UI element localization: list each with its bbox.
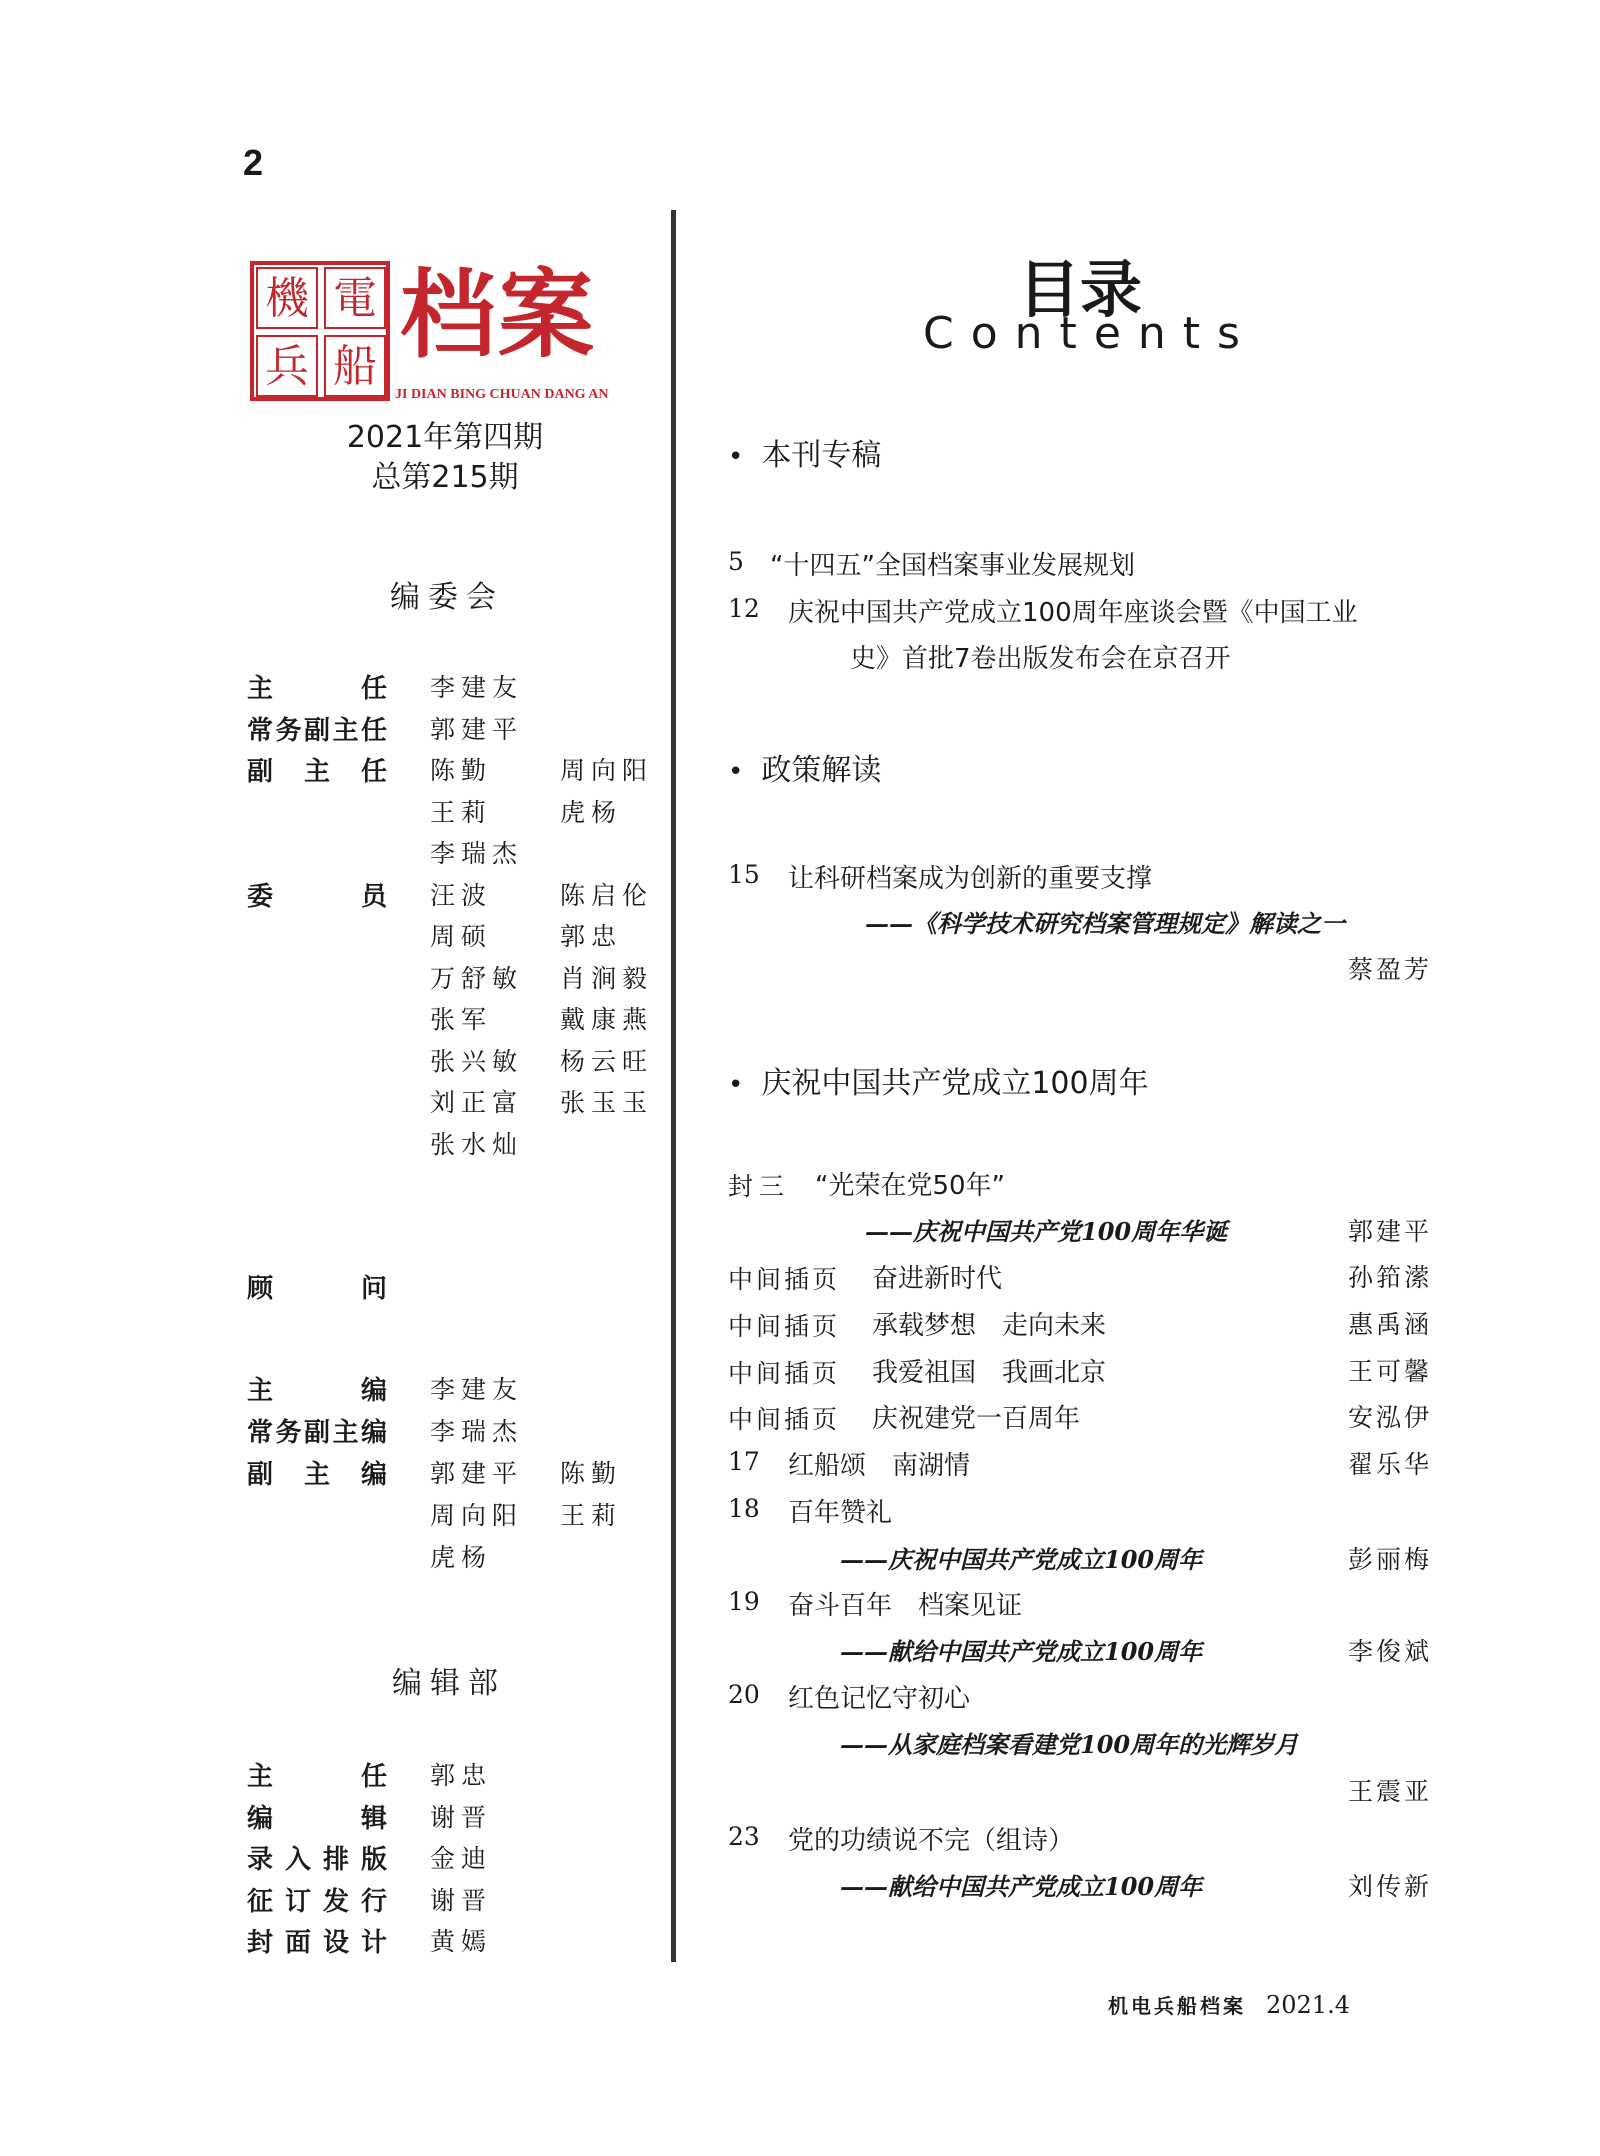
staff-role bbox=[247, 1922, 387, 1959]
staff-name: 周向阳 bbox=[560, 756, 654, 785]
role-char: 订 bbox=[284, 1886, 311, 1917]
bullet-icon: • bbox=[728, 757, 744, 787]
staff-name: 虎杨 bbox=[430, 1543, 493, 1572]
staff-name: 汪波 bbox=[430, 880, 493, 910]
toc-entry-title[interactable]: “光荣在党50年” bbox=[815, 1171, 1006, 1201]
staff-role bbox=[247, 1268, 387, 1305]
role-char: 主 bbox=[303, 757, 330, 787]
role-char: 编 bbox=[247, 1803, 274, 1834]
toc-entry-subtitle: ——庆祝中国共产党成立100周年 bbox=[840, 1545, 1203, 1574]
toc-entry-author: 翟乐华 bbox=[1347, 1450, 1432, 1479]
role-char: 副 bbox=[247, 1460, 274, 1490]
role-char: 主 bbox=[247, 674, 274, 704]
committee-heading: 编委会 bbox=[390, 580, 504, 615]
staff-name: 李瑞杰 bbox=[430, 1417, 524, 1446]
staff-role bbox=[247, 1454, 387, 1491]
bullet-icon: • bbox=[728, 1070, 744, 1100]
toc-section-heading bbox=[728, 430, 881, 474]
staff-name: 谢晋 bbox=[430, 1802, 493, 1832]
toc-entry-author: 刘传新 bbox=[1347, 1872, 1432, 1901]
toc-entry-author: 孙筘潆 bbox=[1347, 1263, 1432, 1292]
role-char: 任 bbox=[360, 757, 387, 787]
toc-entry-page: 封三 bbox=[728, 1172, 791, 1201]
staff-name: 郭忠 bbox=[430, 1761, 493, 1790]
role-char: 务 bbox=[275, 715, 302, 746]
role-char: 副 bbox=[247, 757, 274, 787]
staff-name: 张军 bbox=[430, 1005, 493, 1034]
role-char: 编 bbox=[360, 1460, 387, 1490]
role-char: 面 bbox=[284, 1928, 311, 1958]
staff-role bbox=[247, 1839, 387, 1876]
toc-entry-author: 李俊斌 bbox=[1347, 1637, 1432, 1666]
role-char: 顾 bbox=[247, 1274, 274, 1304]
role-char: 征 bbox=[247, 1886, 274, 1917]
bullet-icon: • bbox=[728, 442, 744, 472]
toc-entry-page: 中间插页 bbox=[728, 1312, 841, 1341]
staff-role bbox=[247, 1881, 387, 1918]
seal-char: 兵 bbox=[256, 335, 318, 397]
staff-name: 张玉玉 bbox=[560, 1088, 654, 1117]
staff-role bbox=[247, 1756, 387, 1793]
staff-name: 陈勤 bbox=[560, 1459, 623, 1488]
staff-name: 李建友 bbox=[430, 673, 524, 702]
seal-char: 船 bbox=[324, 335, 386, 397]
staff-name: 陈勤 bbox=[430, 756, 493, 785]
toc-entry-subtitle: ——庆祝中国共产党100周年华诞 bbox=[865, 1217, 1228, 1246]
toc-entry-title[interactable]: 奋进新时代 bbox=[872, 1264, 1003, 1294]
toc-entry-author: 王可馨 bbox=[1347, 1357, 1432, 1386]
role-char: 任 bbox=[360, 1762, 387, 1792]
toc-entry-title[interactable]: 我爱祖国 我画北京 bbox=[872, 1358, 1107, 1388]
toc-subtitle: Contents bbox=[923, 308, 1257, 359]
staff-role bbox=[247, 1798, 387, 1835]
toc-entry-author: 惠禹涵 bbox=[1347, 1310, 1432, 1339]
staff-name: 虎杨 bbox=[560, 797, 623, 827]
role-char: 问 bbox=[360, 1274, 387, 1304]
toc-entry-title[interactable]: 让科研档案成为创新的重要支撑 bbox=[788, 864, 1153, 894]
role-char: 任 bbox=[360, 715, 387, 746]
toc-entry-subtitle: ——献给中国共产党成立100周年 bbox=[840, 1637, 1203, 1666]
toc-entry-title[interactable]: 奋斗百年 档案见证 bbox=[788, 1591, 1023, 1621]
staff-name: 肖涧毅 bbox=[560, 963, 654, 993]
role-char: 封 bbox=[247, 1928, 274, 1958]
toc-entry-page: 15 bbox=[728, 860, 760, 889]
toc-entry-title[interactable]: 党的功绩说不完（组诗） bbox=[788, 1826, 1075, 1856]
staff-name: 李建友 bbox=[430, 1375, 524, 1404]
role-char: 编 bbox=[360, 1418, 387, 1448]
toc-entry-title[interactable]: “十四五”全国档案事业发展规划 bbox=[770, 551, 1135, 581]
toc-entry-page: 5 bbox=[728, 547, 744, 576]
toc-entry-subtitle: ——从家庭档案看建党100周年的光辉岁月 bbox=[840, 1730, 1299, 1759]
toc-section-label: 本刊专稿 bbox=[761, 438, 882, 473]
toc-section-label: 政策解读 bbox=[761, 753, 882, 788]
role-char: 计 bbox=[360, 1928, 387, 1958]
role-char: 务 bbox=[275, 1418, 302, 1448]
toc-entry-subtitle: ——献给中国共产党成立100周年 bbox=[840, 1872, 1203, 1901]
logo-calligraphy: 档案 bbox=[400, 258, 596, 371]
editorial-heading: 编辑部 bbox=[392, 1666, 506, 1701]
staff-name: 陈启伦 bbox=[560, 880, 654, 910]
toc-entry-page: 中间插页 bbox=[728, 1359, 841, 1388]
staff-name: 张兴敏 bbox=[430, 1046, 524, 1076]
staff-role bbox=[247, 1412, 387, 1449]
toc-entry-author: 王震亚 bbox=[1347, 1777, 1432, 1806]
toc-section-heading bbox=[728, 745, 881, 789]
role-char: 常 bbox=[247, 1418, 274, 1448]
role-char: 副 bbox=[303, 715, 330, 746]
footer-issue: 2021.4 bbox=[1266, 1991, 1350, 2019]
toc-entry-page: 19 bbox=[728, 1587, 760, 1616]
staff-name: 王莉 bbox=[560, 1501, 623, 1530]
journal-logo bbox=[250, 255, 635, 405]
staff-name: 郭忠 bbox=[560, 922, 623, 951]
footer-journal-name: 机电兵船档案 bbox=[1108, 1994, 1246, 2018]
role-char: 主 bbox=[247, 1376, 274, 1406]
staff-name: 张水灿 bbox=[430, 1129, 524, 1159]
toc-section-label: 庆祝中国共产党成立100周年 bbox=[761, 1066, 1149, 1101]
issue-number: 2021年第四期 bbox=[346, 420, 544, 455]
staff-role bbox=[247, 668, 387, 705]
role-char: 入 bbox=[284, 1845, 311, 1875]
toc-entry-author: 蔡盈芳 bbox=[1347, 955, 1432, 984]
toc-entry-page: 12 bbox=[728, 594, 760, 623]
role-char: 主 bbox=[332, 715, 359, 746]
toc-section-heading bbox=[728, 1058, 1149, 1102]
staff-name: 李瑞杰 bbox=[430, 839, 524, 868]
toc-entry-title[interactable]: 庆祝中国共产党成立100周年座谈会暨《中国工业 bbox=[788, 598, 1358, 628]
issue-total: 总第215期 bbox=[371, 460, 519, 495]
toc-entry-page: 20 bbox=[728, 1680, 760, 1709]
role-char: 主 bbox=[247, 1762, 274, 1792]
page-number: 2 bbox=[243, 142, 264, 183]
staff-name: 黄嫣 bbox=[430, 1927, 493, 1956]
toc-entry-title[interactable]: 庆祝建党一百周年 bbox=[872, 1404, 1081, 1434]
staff-role bbox=[247, 1370, 387, 1407]
toc-entry-page: 23 bbox=[728, 1822, 760, 1851]
staff-name: 王莉 bbox=[430, 797, 493, 827]
logo-seal bbox=[250, 261, 390, 401]
staff-role bbox=[247, 710, 387, 747]
role-char: 编 bbox=[360, 1376, 387, 1406]
toc-entry-page: 18 bbox=[728, 1494, 760, 1523]
toc-title: 目录 bbox=[1017, 253, 1142, 326]
toc-entry-title[interactable]: 百年赞礼 bbox=[788, 1498, 893, 1528]
role-char: 行 bbox=[360, 1886, 387, 1917]
toc-entry-page: 中间插页 bbox=[728, 1405, 841, 1434]
role-char: 主 bbox=[332, 1418, 359, 1448]
staff-name: 金迪 bbox=[430, 1844, 493, 1873]
toc-entry-author: 安泓伊 bbox=[1347, 1403, 1432, 1432]
column-divider bbox=[671, 210, 676, 1962]
staff-name: 刘正富 bbox=[430, 1088, 524, 1117]
staff-name: 郭建平 bbox=[430, 1459, 524, 1488]
role-char: 设 bbox=[322, 1928, 349, 1958]
staff-role bbox=[247, 751, 387, 788]
toc-entry-title[interactable]: 承载梦想 走向未来 bbox=[872, 1311, 1107, 1341]
staff-name: 郭建平 bbox=[430, 714, 524, 744]
seal-char: 機 bbox=[256, 267, 318, 329]
toc-entry-title[interactable]: 红色记忆守初心 bbox=[788, 1684, 971, 1714]
role-char: 辑 bbox=[360, 1803, 387, 1834]
toc-entry-title-cont[interactable]: 史》首批7卷出版发布会在京召开 bbox=[850, 644, 1231, 674]
staff-name: 杨云旺 bbox=[560, 1046, 654, 1076]
role-char: 任 bbox=[360, 674, 387, 704]
staff-role bbox=[247, 876, 387, 913]
role-char: 排 bbox=[322, 1845, 349, 1875]
toc-entry-title[interactable]: 红船颂 南湖情 bbox=[788, 1451, 971, 1481]
role-char: 主 bbox=[303, 1460, 330, 1490]
role-char: 录 bbox=[247, 1845, 274, 1875]
role-char: 常 bbox=[247, 715, 274, 746]
role-char: 版 bbox=[360, 1845, 387, 1875]
toc-entry-page: 中间插页 bbox=[728, 1265, 841, 1294]
staff-name: 谢晋 bbox=[430, 1885, 493, 1915]
toc-entry-page: 17 bbox=[728, 1447, 760, 1476]
role-char: 委 bbox=[247, 881, 274, 912]
role-char: 发 bbox=[322, 1886, 349, 1917]
role-char: 员 bbox=[360, 881, 387, 912]
staff-name: 万舒敏 bbox=[430, 963, 524, 993]
staff-name: 周向阳 bbox=[430, 1501, 524, 1530]
toc-entry-subtitle: ——《科学技术研究档案管理规定》解读之一 bbox=[865, 909, 1345, 938]
toc-entry-author: 彭丽梅 bbox=[1347, 1545, 1432, 1574]
page-footer bbox=[1108, 1990, 1350, 2019]
staff-name: 周硕 bbox=[430, 922, 493, 951]
toc-entry-author: 郭建平 bbox=[1347, 1217, 1432, 1246]
logo-pinyin: JI DIAN BING CHUAN DANG AN bbox=[395, 387, 609, 402]
role-char: 副 bbox=[303, 1418, 330, 1448]
seal-char: 電 bbox=[324, 267, 386, 329]
staff-name: 戴康燕 bbox=[560, 1005, 654, 1034]
